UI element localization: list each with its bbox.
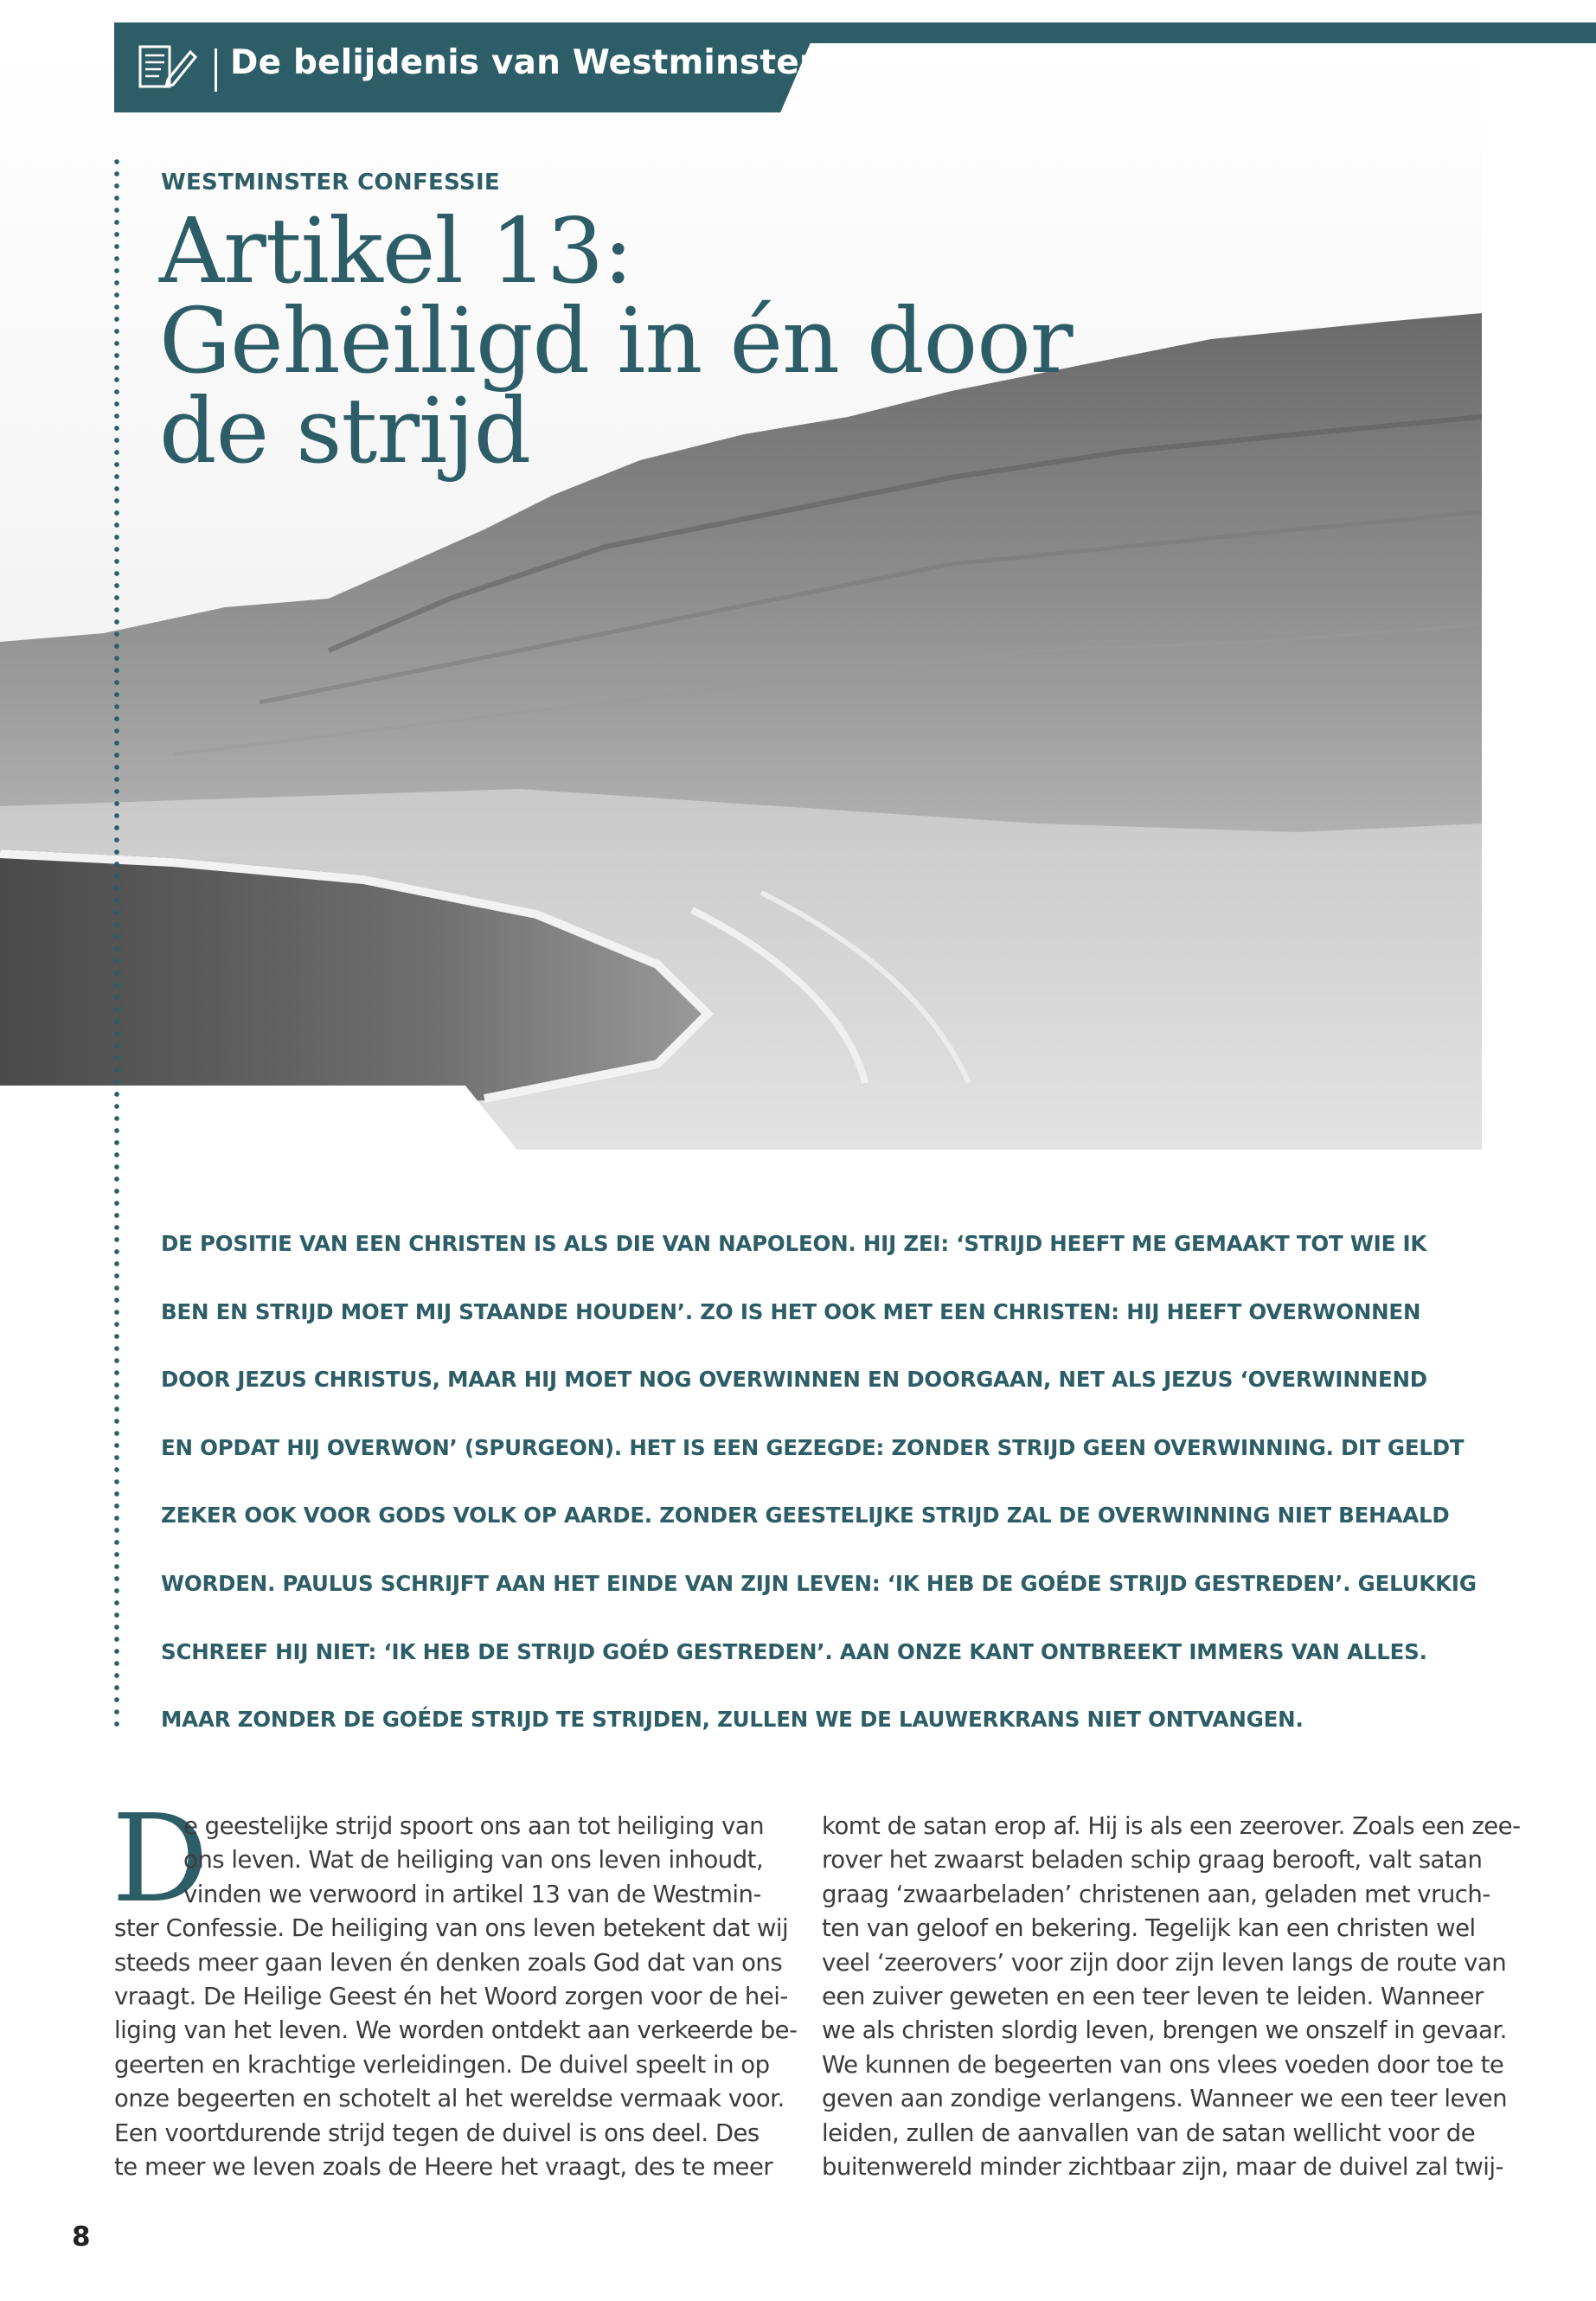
body-line: ster Confessie. De heiliging van ons leven betekent dat wij [114,1914,789,1943]
body-line: geerten en krachtige verleidingen. De duivel speelt in op [114,2050,770,2079]
lead-line: MAAR ZONDER DE GOÉDE STRIJD TE STRIJDEN, ZULLEN WE DE LAUWERKRANS NIET ONTVANGEN. [161,1707,1304,1733]
section-title: De belijdenis van Westminster [230,43,817,82]
document-pen-icon [137,40,199,93]
lead-line: EN OPDAT HIJ OVERWON’ (SPURGEON). HET IS EEN GEZEGDE: ZONDER STRIJD GEEN OVERWINNING. DIT GELDT [161,1434,1465,1460]
body-column-right [822,1810,1521,2184]
body-column-left [112,1789,798,2184]
body-line: ten van geloof en bekering. Tegelijk kan een christen wel [822,1914,1476,1943]
article-title [159,198,1197,484]
body-line: een zuiver geweten en een teer leven te leiden. Wanneer [822,1982,1484,2010]
body-line: we als christen slordig leven, brengen we onszelf in gevaar. [822,2016,1507,2045]
body-line: te meer we leven zoals de Heere het vraagt, des te meer [114,2152,773,2181]
body-line: liging van het leven. We worden ontdekt aan verkeerde be- [114,2016,798,2045]
body-line: We kunnen de begeerten van ons vlees voeden door toe te [822,2050,1504,2079]
body-line: leiden, zullen de aanvallen van de satan wellicht voor de [822,2118,1476,2147]
body-line: vraagt. De Heilige Geest én het Woord zorgen voor de hei- [114,1982,788,2010]
lead-line: DE POSITIE VAN EEN CHRISTEN IS ALS DIE VAN NAPOLEON. HIJ ZEI: ‘STRIJD HEEFT ME GEMAAKT TOT WIE IK [161,1231,1427,1256]
banner-separator [215,48,217,92]
lead-line: DOOR JEZUS CHRISTUS, MAAR HIJ MOET NOG OVERWINNEN EN DOORGAAN, NET ALS JEZUS ‘OVERWINNEND [161,1367,1427,1393]
body-line: ons leven. Wat de heiliging van ons leven inhoudt, [183,1846,764,1875]
lead-line: BEN EN STRIJD MOET MIJ STAANDE HOUDEN’. ZO IS HET OOK MET EEN CHRISTEN: HIJ HEEFT OVERWONNEN [161,1298,1421,1324]
body-line: veel ‘zeerovers’ voor zijn door zijn leven langs de route van [822,1948,1507,1977]
body-line: onze begeerten en schotelt al het wereldse vermaak voor. [114,2085,785,2113]
lead-line: WORDEN. PAULUS SCHRIJFT AAN HET EINDE VAN ZIJN LEVEN: ‘IK HEB DE GOÉDE STRIJD GESTREDEN’. GELUKKIG [161,1570,1477,1596]
title-line: Artikel 13: [159,198,633,304]
lead-line: ZEKER OOK VOOR GODS VOLK OP AARDE. ZONDER GEESTELIJKE STRIJD ZAL DE OVERWINNING NIET BEHAALD [161,1503,1450,1529]
title-line: Geheiligd in én door [159,288,1073,394]
lead-paragraph [161,1227,1484,1771]
body-line: rover het zwaarst beladen schip graag berooft, valt satan [822,1846,1483,1875]
body-line: vinden we verwoord in artikel 13 van de Westmin- [183,1880,761,1908]
drop-cap: D [112,1789,209,1930]
body-line: buitenwereld minder zichtbaar zijn, maar de duivel zal twij- [822,2152,1503,2181]
body-line: e geestelijke strijd spoort ons aan tot heiliging van [183,1812,765,1840]
page-number: 8 [72,2221,91,2253]
body-line: Een voortdurende strijd tegen de duivel is ons deel. Des [114,2118,760,2147]
lead-line: SCHREEF HIJ NIET: ‘IK HEB DE STRIJD GOÉD GESTREDEN’. AAN ONZE KANT ONTBREEKT IMMERS VAN ALLES. [161,1638,1427,1664]
body-line: steeds meer gaan leven én denken zoals God dat van ons [114,1948,783,1977]
body-line: graag ‘zwaarbeladen’ christenen aan, geladen met vruch- [822,1880,1490,1908]
body-line: geven aan zondige verlangens. Wanneer we een teer leven [822,2085,1508,2113]
title-line: de strijd [159,378,531,484]
dotted-rule [114,156,119,1730]
body-line: komt de satan erop af. Hij is als een zeerover. Zoals een zee- [822,1812,1521,1840]
article-kicker: WESTMINSTER CONFESSIE [161,170,500,195]
